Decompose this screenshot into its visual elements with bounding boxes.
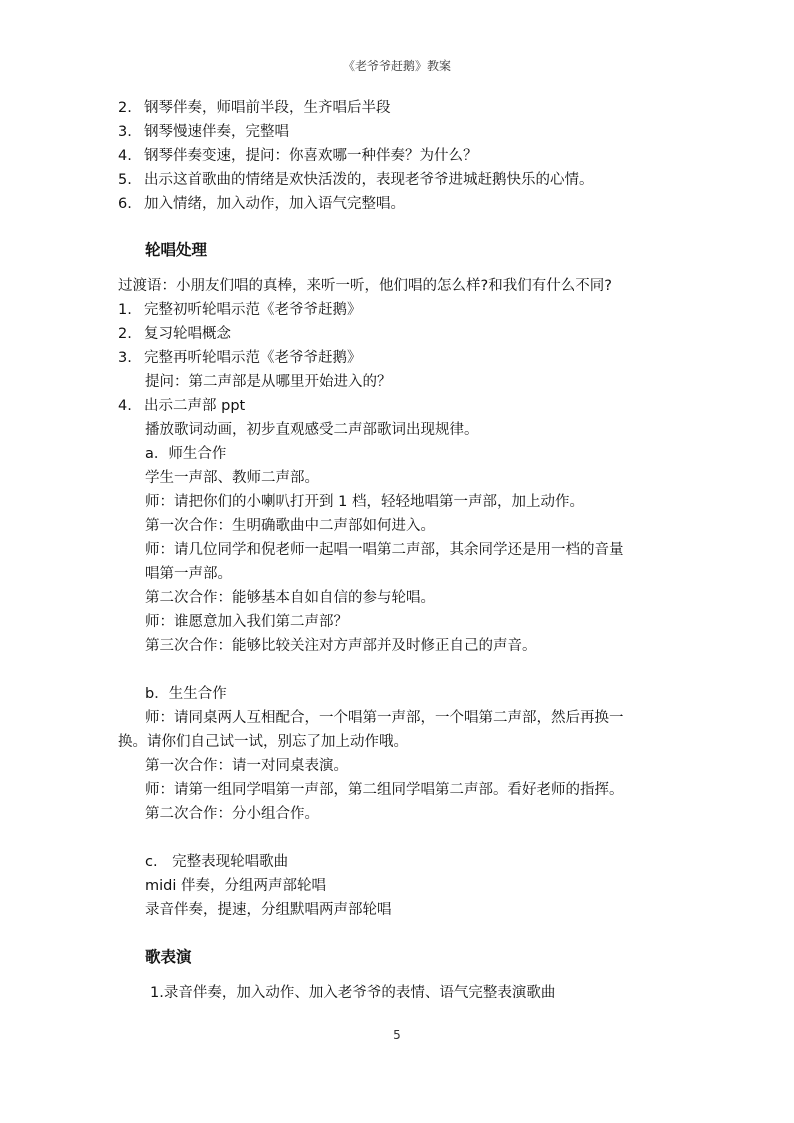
- section-heading-round: 轮唱处理: [145, 241, 208, 259]
- page-number: 5: [393, 1028, 401, 1042]
- list-item: 5. 出示这首歌曲的情绪是欢快活泼的，表现老爷爷进城赶鹅快乐的心情。: [118, 172, 594, 188]
- animation-text: 播放歌词动画，初步直观感受二声部歌词出现规律。: [145, 422, 479, 438]
- paragraph-line: 换。请你们自己试一试，别忘了加上动作哦。: [118, 734, 408, 750]
- list-item: 3. 完整再听轮唱示范《老爷爷赶鹅》: [118, 350, 362, 366]
- list-item: 2. 钢琴伴奏，师唱前半段，生齐唱后半段: [118, 100, 391, 116]
- list-item: 1. 完整初听轮唱示范《老爷爷赶鹅》: [118, 302, 362, 318]
- subsection-title-b: b．生生合作: [145, 686, 227, 702]
- subsection-title-a: a．师生合作: [145, 446, 227, 462]
- list-item: 4. 钢琴伴奏变速，提问：你喜欢哪一种伴奏？为什么？: [118, 148, 478, 164]
- paragraph-line: 唱第一声部。: [145, 566, 232, 582]
- paragraph-line: 师：请几位同学和倪老师一起唱一唱第二声部，其余同学还是用一档的音量: [145, 542, 624, 558]
- list-item: 6. 加入情绪，加入动作，加入语气完整唱。: [118, 196, 405, 212]
- paragraph-line: 录音伴奏，提速，分组默唱两声部轮唱: [145, 902, 392, 918]
- list-item: 4. 出示二声部 ppt: [118, 398, 246, 414]
- question-text: 提问：第二声部是从哪里开始进入的？: [145, 374, 392, 390]
- paragraph-line: 师：请把你们的小喇叭打开到 1 档，轻轻地唱第一声部，加上动作。: [145, 494, 584, 510]
- paragraph-line: 第一次合作：生明确歌曲中二声部如何进入。: [145, 518, 435, 534]
- paragraph-line: 师：请同桌两人互相配合，一个唱第一声部，一个唱第二声部，然后再换一: [145, 710, 624, 726]
- page-header: 《老爷爷赶鹅》教案: [342, 59, 451, 73]
- paragraph-line: 师：谁愿意加入我们第二声部？: [145, 614, 348, 630]
- transition-text: 过渡语：小朋友们唱的真棒，来听一听，他们唱的怎么样?和我们有什么不同?: [118, 278, 612, 294]
- list-item: 3. 钢琴慢速伴奏，完整唱: [118, 124, 289, 140]
- paragraph-line: 1.录音伴奏，加入动作、加入老爷爷的表情、语气完整表演歌曲: [150, 985, 556, 1001]
- paragraph-line: 学生一声部、教师二声部。: [145, 470, 319, 486]
- paragraph-line: 第二次合作：能够基本自如自信的参与轮唱。: [145, 590, 435, 606]
- paragraph-line: 第三次合作：能够比较关注对方声部并及时修正自己的声音。: [145, 638, 537, 654]
- section-heading-perform: 歌表演: [145, 948, 192, 966]
- paragraph-line: 第一次合作：请一对同桌表演。: [145, 758, 348, 774]
- paragraph-line: 第二次合作：分小组合作。: [145, 806, 319, 822]
- paragraph-line: midi 伴奏，分组两声部轮唱: [145, 878, 326, 894]
- subsection-title-c: c. 完整表现轮唱歌曲: [145, 854, 289, 870]
- list-item: 2. 复习轮唱概念: [118, 326, 231, 342]
- paragraph-line: 师：请第一组同学唱第一声部，第二组同学唱第二声部。看好老师的指挥。: [145, 782, 624, 798]
